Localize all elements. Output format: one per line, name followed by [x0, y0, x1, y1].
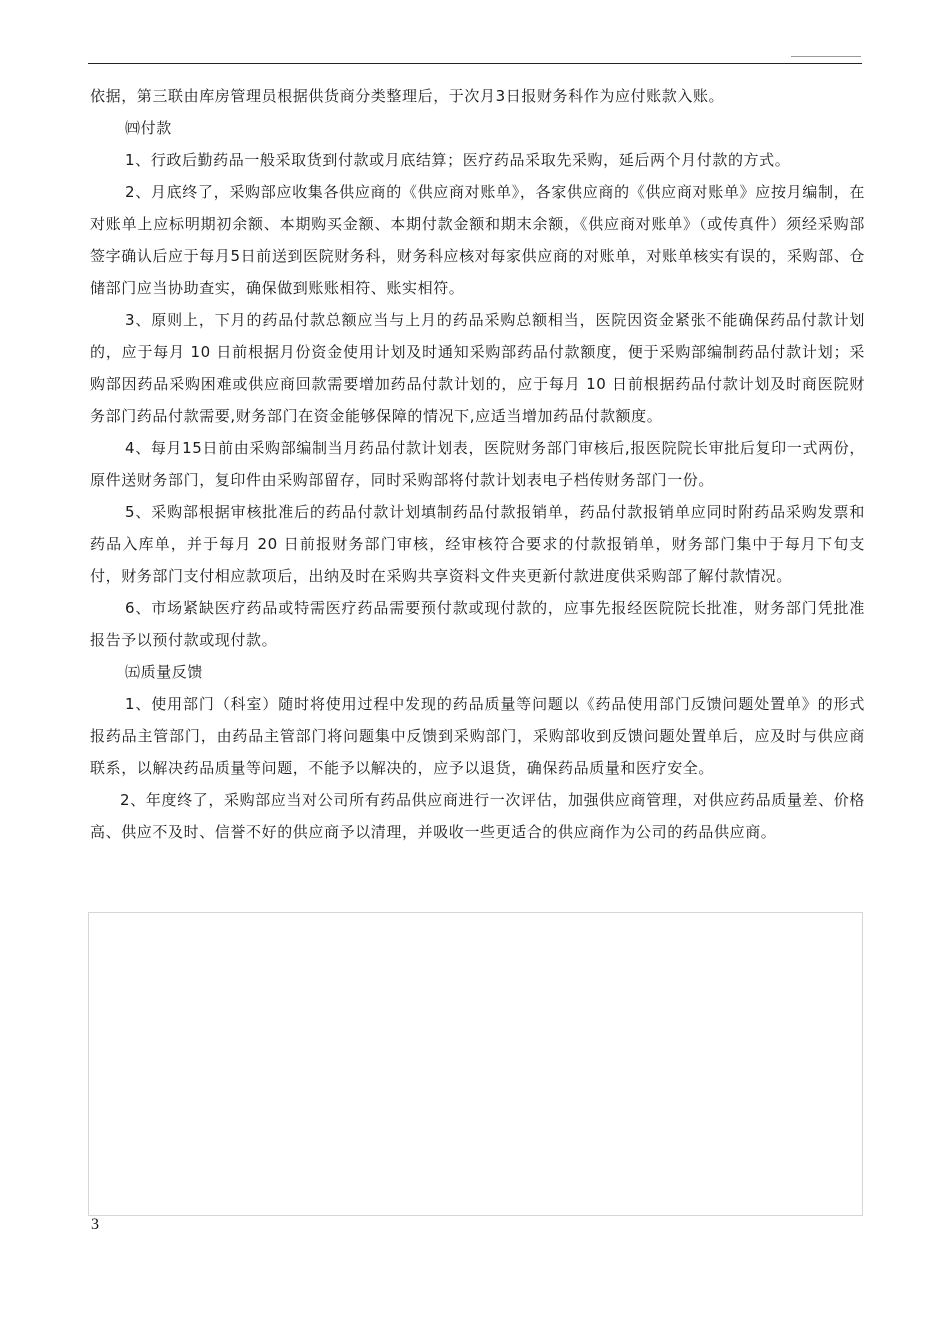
section-heading-payment: ㈣付款	[125, 119, 172, 137]
paragraph-payment-3: 3、原则上，下月的药品付款总额应当与上月的药品采购总额相当，医院因资金紧张不能确保药品付款计划的，应于每月 10 日前根据月份资金使用计划及时通知采购部药品付款额度，便于采购部编制药品付款计划；采购部因药品采购困难或供应商回款需要增加药品付款计划的，应于每月 10 日前根据药品付款计划及时商医院财务部门药品付款需要,财务部门在资金能够保障的情况下,应适当增加药品付款额度。	[90, 311, 865, 425]
section-heading-quality-feedback: ㈤质量反馈	[125, 663, 204, 681]
blank-image-frame	[88, 912, 863, 1216]
document-body	[90, 80, 865, 848]
page-number: 3	[91, 1216, 99, 1233]
header-short-rule	[791, 56, 861, 57]
paragraph-payment-6: 6、市场紧缺医疗药品或特需医疗药品需要预付款或现付款的，应事先报经医院院长批准，财务部门凭批准报告予以预付款或现付款。	[90, 599, 865, 649]
paragraph-payment-1: 1、行政后勤药品一般采取货到付款或月底结算；医疗药品采取先采购，延后两个月付款的方式。	[125, 151, 791, 169]
paragraph-payment-5: 5、采购部根据审核批准后的药品付款计划填制药品付款报销单，药品付款报销单应同时附药品采购发票和药品入库单，并于每月 20 日前报财务部门审核，经审核符合要求的付款报销单，财务部门集中于每月下旬支付，财务部门支付相应款项后，出纳及时在采购共享资料文件夹更新付款进度供采购部了解付款情况。	[90, 503, 865, 585]
paragraph-payment-4: 4、每月15日前由采购部编制当月药品付款计划表，医院财务部门审核后,报医院院长审批后复印一式两份，原件送财务部门，复印件由采购部留存，同时采购部将付款计划表电子档传财务部门一份。	[90, 439, 865, 489]
paragraph-continuation: 依据，第三联由库房管理员根据供货商分类整理后，于次月3日报财务科作为应付账款入账。	[90, 87, 725, 105]
paragraph-payment-2: 2、月底终了，采购部应收集各供应商的《供应商对账单》，各家供应商的《供应商对账单》应按月编制，在对账单上应标明期初余额、本期购买金额、本期付款金额和期末余额，《供应商对账单》（或传真件）须经采购部签字确认后应于每月5日前送到医院财务科，财务科应核对每家供应商的对账单，对账单核实有误的，采购部、仓储部门应当协助查实，确保做到账账相符、账实相符。	[90, 183, 865, 297]
paragraph-quality-2: 2、年度终了，采购部应当对公司所有药品供应商进行一次评估，加强供应商管理，对供应药品质量差、价格高、供应不及时、信誉不好的供应商予以清理，并吸收一些更适合的供应商作为公司的药品供应商。	[90, 791, 865, 841]
paragraph-quality-1: 1、使用部门（科室）随时将使用过程中发现的药品质量等问题以《药品使用部门反馈问题处置单》的形式报药品主管部门，由药品主管部门将问题集中反馈到采购部门，采购部收到反馈问题处置单后，应及时与供应商联系，以解决药品质量等问题，不能予以解决的，应予以退货，确保药品质量和医疗安全。	[90, 695, 865, 777]
header-rule	[88, 63, 862, 64]
